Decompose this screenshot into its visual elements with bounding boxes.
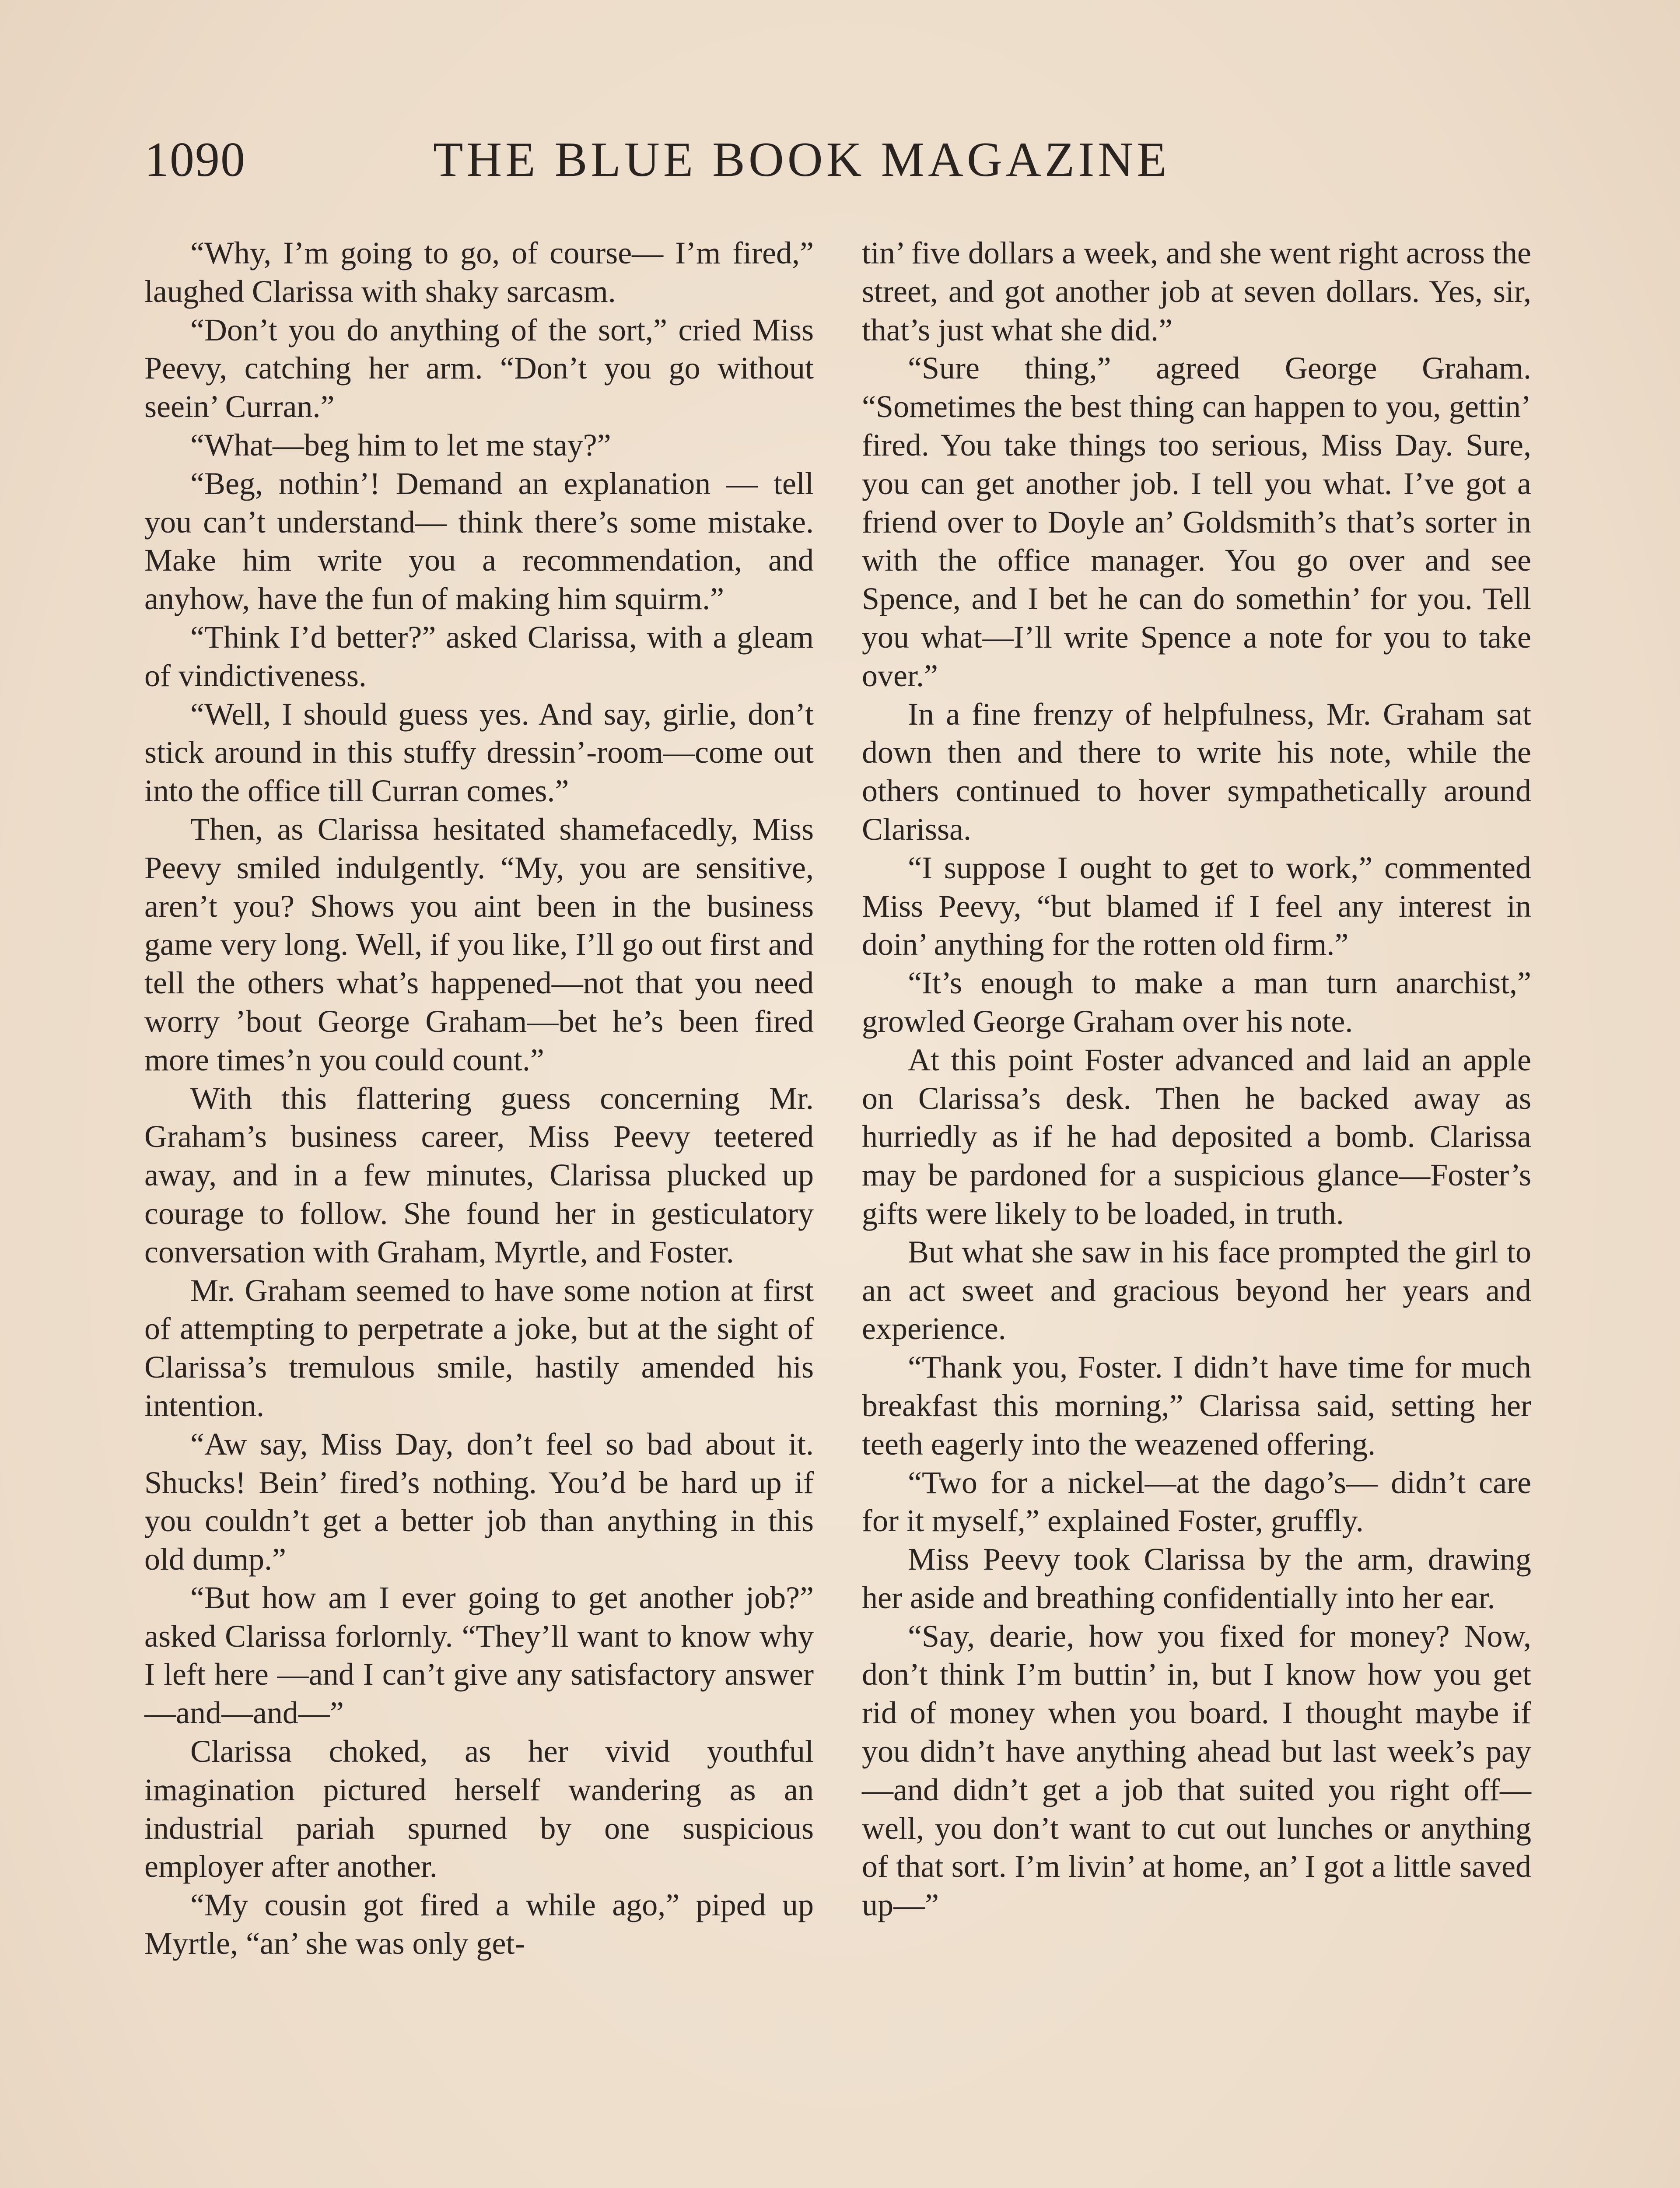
page-header [144,125,1549,195]
paragraph: “It’s enough to make a man turn anarchist,” growled George Graham over his note. [862,965,1531,1039]
paragraph: With this flattering guess concerning Mr. Graham’s business career, Miss Peevy teetered away, and in a few minutes, Clarissa plucked up courage to follow. She found her in gesticulatory conversation with Graham, Myrtle, and Foster. [144,1080,814,1269]
paragraph: But what she saw in his face prompted the girl to an act sweet and gracious beyond her years and experience. [862,1234,1531,1346]
paragraph-continued: tin’ five dollars a week, and she went right across the street, and got another job at seven dollars. Yes, sir, that’s just what she did.” [862,235,1531,347]
left-column [144,234,814,1963]
running-title: THE BLUE BOOK MAGAZINE [433,133,1170,187]
paragraph: Miss Peevy took Clarissa by the arm, drawing her aside and breathing confidentially into her ear. [862,1542,1531,1615]
paragraph: “I suppose I ought to get to work,” commented Miss Peevy, “but blamed if I feel any interest in doin’ anything for the rotten old firm.” [862,850,1531,962]
paragraph: “Aw say, Miss Day, don’t feel so bad about it. Shucks! Bein’ fired’s nothing. You’d be hard up if you couldn’t get a better job than anything in this old dump.” [144,1426,814,1577]
paragraph: In a fine frenzy of helpfulness, Mr. Graham sat down then and there to write his note, while the others continued to hover sympathetically around Clarissa. [862,696,1531,847]
paragraph: “My cousin got fired a while ago,” piped up Myrtle, “an’ she was only get- [144,1887,814,1961]
paragraph: “Well, I should guess yes. And say, girlie, don’t stick around in this stuffy dressin’-room—come out into the office till Curran comes.” [144,696,814,809]
paragraph: “Don’t you do anything of the sort,” cried Miss Peevy, catching her arm. “Don’t you go without seein’ Curran.” [144,312,814,424]
paragraph: “What—beg him to let me stay?” [190,427,611,463]
page-number: 1090 [144,133,246,187]
paragraph: Mr. Graham seemed to have some notion at first of attempting to perpetrate a joke, but at the sight of Clarissa’s tremulous smile, hastily amended his intention. [144,1273,814,1423]
paragraph: At this point Foster advanced and laid an apple on Clarissa’s desk. Then he backed away as hurriedly as if he had deposited a bomb. Clarissa may be pardoned for a suspicious glance—Foster’s gifts were likely to be loaded, in truth. [862,1042,1531,1231]
paragraph: “Thank you, Foster. I didn’t have time for much breakfast this morning,” Clarissa said, setting her teeth eagerly into the weazened offering. [862,1350,1531,1462]
paragraph: “But how am I ever going to get another job?” asked Clarissa forlornly. “They’ll want to know why I left here —and I can’t give any satisfactory answer—and—and—” [144,1580,814,1731]
paragraph: “Beg, nothin’! Demand an explanation — tell you can’t understand— think there’s some mistake. Make him write you a recommendation, and anyhow, have the fun of making him squirm.” [144,466,814,617]
right-column [862,234,1531,1925]
paragraph: Clarissa choked, as her vivid youthful imagination pictured herself wandering as an industrial pariah spurned by one suspicious employer after another. [144,1734,814,1884]
paragraph: “Two for a nickel—at the dago’s— didn’t care for it myself,” explained Foster, gruffly. [862,1465,1531,1539]
paragraph: “Why, I’m going to go, of course— I’m fired,” laughed Clarissa with shaky sarcasm. [144,235,814,309]
paragraph: “Sure thing,” agreed George Graham. “Sometimes the best thing can happen to you, gettin’ fired. You take things too serious, Miss Day. Sure, you can get another job. I tell you what. I’ve got a friend over to Doyle an’ Goldsmith’s that’s sorter in with the office manager. You go over and see Spence, and I bet he can do somethin’ for you. Tell you what—I’ll write Spence a note for you to take over.” [862,351,1531,693]
paragraph: Then, as Clarissa hesitated shamefacedly, Miss Peevy smiled indulgently. “My, you are sensitive, aren’t you? Shows you aint been in the business game very long. Well, if you like, I’ll go out first and tell the others what’s happened—not that you need worry ’bout George Graham—bet he’s been fired more times’n you could count.” [144,811,814,1077]
paragraph: “Think I’d better?” asked Clarissa, with a gleam of vindictiveness. [144,619,814,693]
paragraph: “Say, dearie, how you fixed for money? Now, don’t think I’m buttin’ in, but I know how you get rid of money when you board. I thought maybe if you didn’t have anything ahead but last week’s pay—and didn’t get a job that suited you right off—well, you don’t want to cut out lunches or anything of that sort. I’m livin’ at home, an’ I got a little saved up—” [862,1618,1531,1923]
